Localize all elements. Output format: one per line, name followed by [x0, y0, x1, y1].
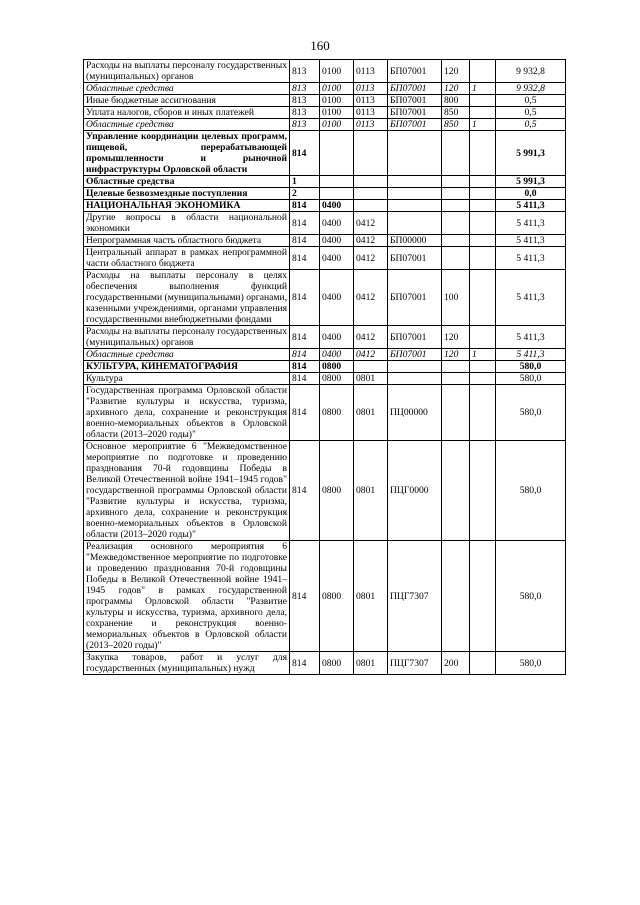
table-row: [84, 176, 566, 188]
row-section: 0400: [320, 326, 354, 349]
row-subsection: [354, 131, 388, 176]
row-source: [470, 385, 496, 441]
row-subsection: 0412: [354, 235, 388, 247]
row-expense-type: [442, 176, 470, 188]
row-expense-type: [442, 188, 470, 200]
row-expense-type: 100: [442, 270, 470, 326]
row-subsection: 0412: [354, 270, 388, 326]
row-name: Государственная программа Орловской области "Развитие культуры и искусства, туризма, архивного дела, сохранение и реконструкция военно-мемориальных объектов в Орловской области (2013–2020 годы)": [84, 385, 290, 441]
row-target-item: [388, 131, 442, 176]
table-row: [84, 119, 566, 131]
table-row: [84, 326, 566, 349]
row-amount: 0,5: [496, 107, 566, 119]
row-expense-type: [442, 385, 470, 441]
row-section: 0800: [320, 361, 354, 373]
row-ved: 814: [290, 541, 320, 652]
row-source: [470, 541, 496, 652]
row-subsection: 0113: [354, 107, 388, 119]
row-section: [320, 176, 354, 188]
row-expense-type: [442, 373, 470, 385]
row-source: [470, 652, 496, 675]
row-section: 0800: [320, 541, 354, 652]
row-source: [470, 176, 496, 188]
row-ved: 813: [290, 60, 320, 83]
row-section: 0100: [320, 60, 354, 83]
row-ved: 1: [290, 176, 320, 188]
row-subsection: 0801: [354, 373, 388, 385]
row-expense-type: 120: [442, 60, 470, 83]
row-ved: 814: [290, 385, 320, 441]
table-row: [84, 212, 566, 235]
row-expense-type: 120: [442, 83, 470, 95]
row-amount: 5 411,3: [496, 326, 566, 349]
row-amount: 580,0: [496, 541, 566, 652]
row-subsection: [354, 361, 388, 373]
row-section: 0400: [320, 270, 354, 326]
row-ved: 814: [290, 349, 320, 361]
row-amount: 580,0: [496, 652, 566, 675]
row-name: Уплата налогов, сборов и иных платежей: [84, 107, 290, 119]
row-amount: 580,0: [496, 385, 566, 441]
table-row: [84, 131, 566, 176]
table-row: [84, 541, 566, 652]
row-expense-type: [442, 212, 470, 235]
row-amount: 0,5: [496, 95, 566, 107]
row-amount: 9 932,8: [496, 60, 566, 83]
row-section: 0100: [320, 119, 354, 131]
row-source: [470, 107, 496, 119]
row-subsection: [354, 176, 388, 188]
row-amount: 5 411,3: [496, 235, 566, 247]
table-row: [84, 235, 566, 247]
row-name: Областные средства: [84, 119, 290, 131]
row-subsection: 0113: [354, 83, 388, 95]
row-source: [470, 212, 496, 235]
row-ved: 814: [290, 441, 320, 541]
row-amount: 5 991,3: [496, 176, 566, 188]
row-ved: 814: [290, 131, 320, 176]
row-expense-type: 120: [442, 349, 470, 361]
table-row: [84, 385, 566, 441]
row-subsection: 0412: [354, 326, 388, 349]
row-source: [470, 326, 496, 349]
row-name: Расходы на выплаты персоналу государственных (муниципальных) органов: [84, 60, 290, 83]
table-row: [84, 60, 566, 83]
row-source: [470, 95, 496, 107]
row-target-item: БП07001: [388, 119, 442, 131]
row-expense-type: [442, 247, 470, 270]
row-subsection: 0801: [354, 541, 388, 652]
row-subsection: 0412: [354, 212, 388, 235]
row-source: [470, 60, 496, 83]
row-ved: 814: [290, 270, 320, 326]
row-subsection: [354, 200, 388, 212]
row-amount: 580,0: [496, 361, 566, 373]
row-expense-type: [442, 131, 470, 176]
row-section: 0400: [320, 235, 354, 247]
row-source: [470, 188, 496, 200]
row-subsection: [354, 188, 388, 200]
row-target-item: [388, 373, 442, 385]
budget-table: [83, 59, 566, 675]
row-subsection: 0412: [354, 349, 388, 361]
row-name: Другие вопросы в области национальной экономики: [84, 212, 290, 235]
table-row: [84, 188, 566, 200]
row-name: Иные бюджетные ассигнования: [84, 95, 290, 107]
row-source: [470, 441, 496, 541]
row-target-item: [388, 188, 442, 200]
row-ved: 814: [290, 212, 320, 235]
row-target-item: БП07001: [388, 83, 442, 95]
row-target-item: [388, 212, 442, 235]
row-subsection: 0801: [354, 652, 388, 675]
row-expense-type: [442, 200, 470, 212]
row-expense-type: 850: [442, 119, 470, 131]
row-expense-type: [442, 361, 470, 373]
table-row: [84, 95, 566, 107]
row-target-item: [388, 200, 442, 212]
row-name: НАЦИОНАЛЬНАЯ ЭКОНОМИКА: [84, 200, 290, 212]
table-row: [84, 361, 566, 373]
row-ved: 2: [290, 188, 320, 200]
row-amount: 5 411,3: [496, 200, 566, 212]
row-name: Основное мероприятие 6 "Межведомственное мероприятие по подготовке и проведению празднования 70-й годовщины Победы в Великой Отечественной войне 1941–1945 годов" государственной программы Орловской области "Развитие культуры и искусства, туризма, архивного дела, сохранение и реконструкция военно-мемориальных объектов в Орловской области (2013–2020 годы)": [84, 441, 290, 541]
row-ved: 813: [290, 83, 320, 95]
row-subsection: 0412: [354, 247, 388, 270]
row-name: Областные средства: [84, 176, 290, 188]
row-section: 0400: [320, 212, 354, 235]
row-expense-type: [442, 441, 470, 541]
row-target-item: БП07001: [388, 60, 442, 83]
row-subsection: 0801: [354, 441, 388, 541]
row-ved: 814: [290, 235, 320, 247]
row-target-item: БП07001: [388, 326, 442, 349]
row-section: [320, 188, 354, 200]
row-subsection: 0113: [354, 119, 388, 131]
row-section: 0100: [320, 95, 354, 107]
row-name: КУЛЬТУРА, КИНЕМАТОГРАФИЯ: [84, 361, 290, 373]
row-ved: 813: [290, 95, 320, 107]
row-section: [320, 131, 354, 176]
row-target-item: ПЦГ7307: [388, 541, 442, 652]
row-name: Центральный аппарат в рамках непрограммной части областного бюджета: [84, 247, 290, 270]
row-ved: 814: [290, 361, 320, 373]
row-name: Закупка товаров, работ и услуг для государственных (муниципальных) нужд: [84, 652, 290, 675]
table-row: [84, 107, 566, 119]
row-expense-type: [442, 235, 470, 247]
row-target-item: БП07001: [388, 107, 442, 119]
table-row: [84, 373, 566, 385]
row-expense-type: 120: [442, 326, 470, 349]
row-amount: 580,0: [496, 441, 566, 541]
row-ved: 814: [290, 652, 320, 675]
row-source: 1: [470, 83, 496, 95]
row-ved: 813: [290, 119, 320, 131]
table-row: [84, 441, 566, 541]
row-ved: 814: [290, 373, 320, 385]
row-target-item: БП00000: [388, 235, 442, 247]
table-row: [84, 652, 566, 675]
row-amount: 9 932,8: [496, 83, 566, 95]
row-subsection: 0113: [354, 95, 388, 107]
row-ved: 814: [290, 247, 320, 270]
row-name: Расходы на выплаты персоналу государственных (муниципальных) органов: [84, 326, 290, 349]
row-amount: 0,5: [496, 119, 566, 131]
row-amount: 5 991,3: [496, 131, 566, 176]
row-subsection: 0113: [354, 60, 388, 83]
row-source: [470, 247, 496, 270]
row-amount: 5 411,3: [496, 270, 566, 326]
row-name: Целевые безвозмездные поступления: [84, 188, 290, 200]
table-row: [84, 270, 566, 326]
row-amount: 5 411,3: [496, 349, 566, 361]
row-subsection: 0801: [354, 385, 388, 441]
row-section: 0400: [320, 247, 354, 270]
row-section: 0400: [320, 349, 354, 361]
row-name: Непрограммная часть областного бюджета: [84, 235, 290, 247]
table-row: [84, 83, 566, 95]
row-expense-type: 200: [442, 652, 470, 675]
table-row: [84, 247, 566, 270]
row-target-item: БП07001: [388, 95, 442, 107]
row-target-item: БП07001: [388, 247, 442, 270]
row-source: [470, 235, 496, 247]
row-name: Областные средства: [84, 349, 290, 361]
row-expense-type: 850: [442, 107, 470, 119]
table-row: [84, 349, 566, 361]
row-source: 1: [470, 119, 496, 131]
row-name: Расходы на выплаты персоналу в целях обеспечения выполнения функций государственными (муниципальными) органами, казенными учреждениями, органами управления государственными внебюджетными фондами: [84, 270, 290, 326]
row-amount: 0,0: [496, 188, 566, 200]
row-section: 0800: [320, 441, 354, 541]
row-name: Культура: [84, 373, 290, 385]
row-section: 0100: [320, 83, 354, 95]
row-name: Областные средства: [84, 83, 290, 95]
row-amount: 580,0: [496, 373, 566, 385]
row-target-item: ПЦ00000: [388, 385, 442, 441]
row-target-item: БП07001: [388, 349, 442, 361]
row-section: 0100: [320, 107, 354, 119]
row-expense-type: [442, 541, 470, 652]
row-name: Управление координации целевых программ, пищевой, перерабатывающей промышленности и рыночной инфраструктуры Орловской области: [84, 131, 290, 176]
row-source: [470, 373, 496, 385]
row-section: 0800: [320, 385, 354, 441]
row-amount: 5 411,3: [496, 247, 566, 270]
row-amount: 5 411,3: [496, 212, 566, 235]
row-ved: 814: [290, 326, 320, 349]
row-source: 1: [470, 349, 496, 361]
row-section: 0800: [320, 373, 354, 385]
row-expense-type: 800: [442, 95, 470, 107]
row-source: [470, 131, 496, 176]
row-source: [470, 270, 496, 326]
row-target-item: БП07001: [388, 270, 442, 326]
row-source: [470, 361, 496, 373]
row-name: Реализация основного мероприятия 6 "Межведомственное мероприятие по подготовке и проведению празднования 70-й годовщины Победы в Великой Отечественной войне 1941–1945 годов" в рамках государственной программы Орловской области "Развитие культуры и искусства, туризма, архивного дела, сохранение и реконструкция военно-мемориальных объектов в Орловской области (2013–2020 годы)": [84, 541, 290, 652]
row-target-item: ПЦГ7307: [388, 652, 442, 675]
page-number: 160: [310, 38, 330, 53]
row-source: [470, 200, 496, 212]
row-section: 0400: [320, 200, 354, 212]
row-ved: 813: [290, 107, 320, 119]
row-target-item: [388, 176, 442, 188]
row-target-item: ПЦГ0000: [388, 441, 442, 541]
row-section: 0800: [320, 652, 354, 675]
table-row: [84, 200, 566, 212]
row-target-item: [388, 361, 442, 373]
row-ved: 814: [290, 200, 320, 212]
